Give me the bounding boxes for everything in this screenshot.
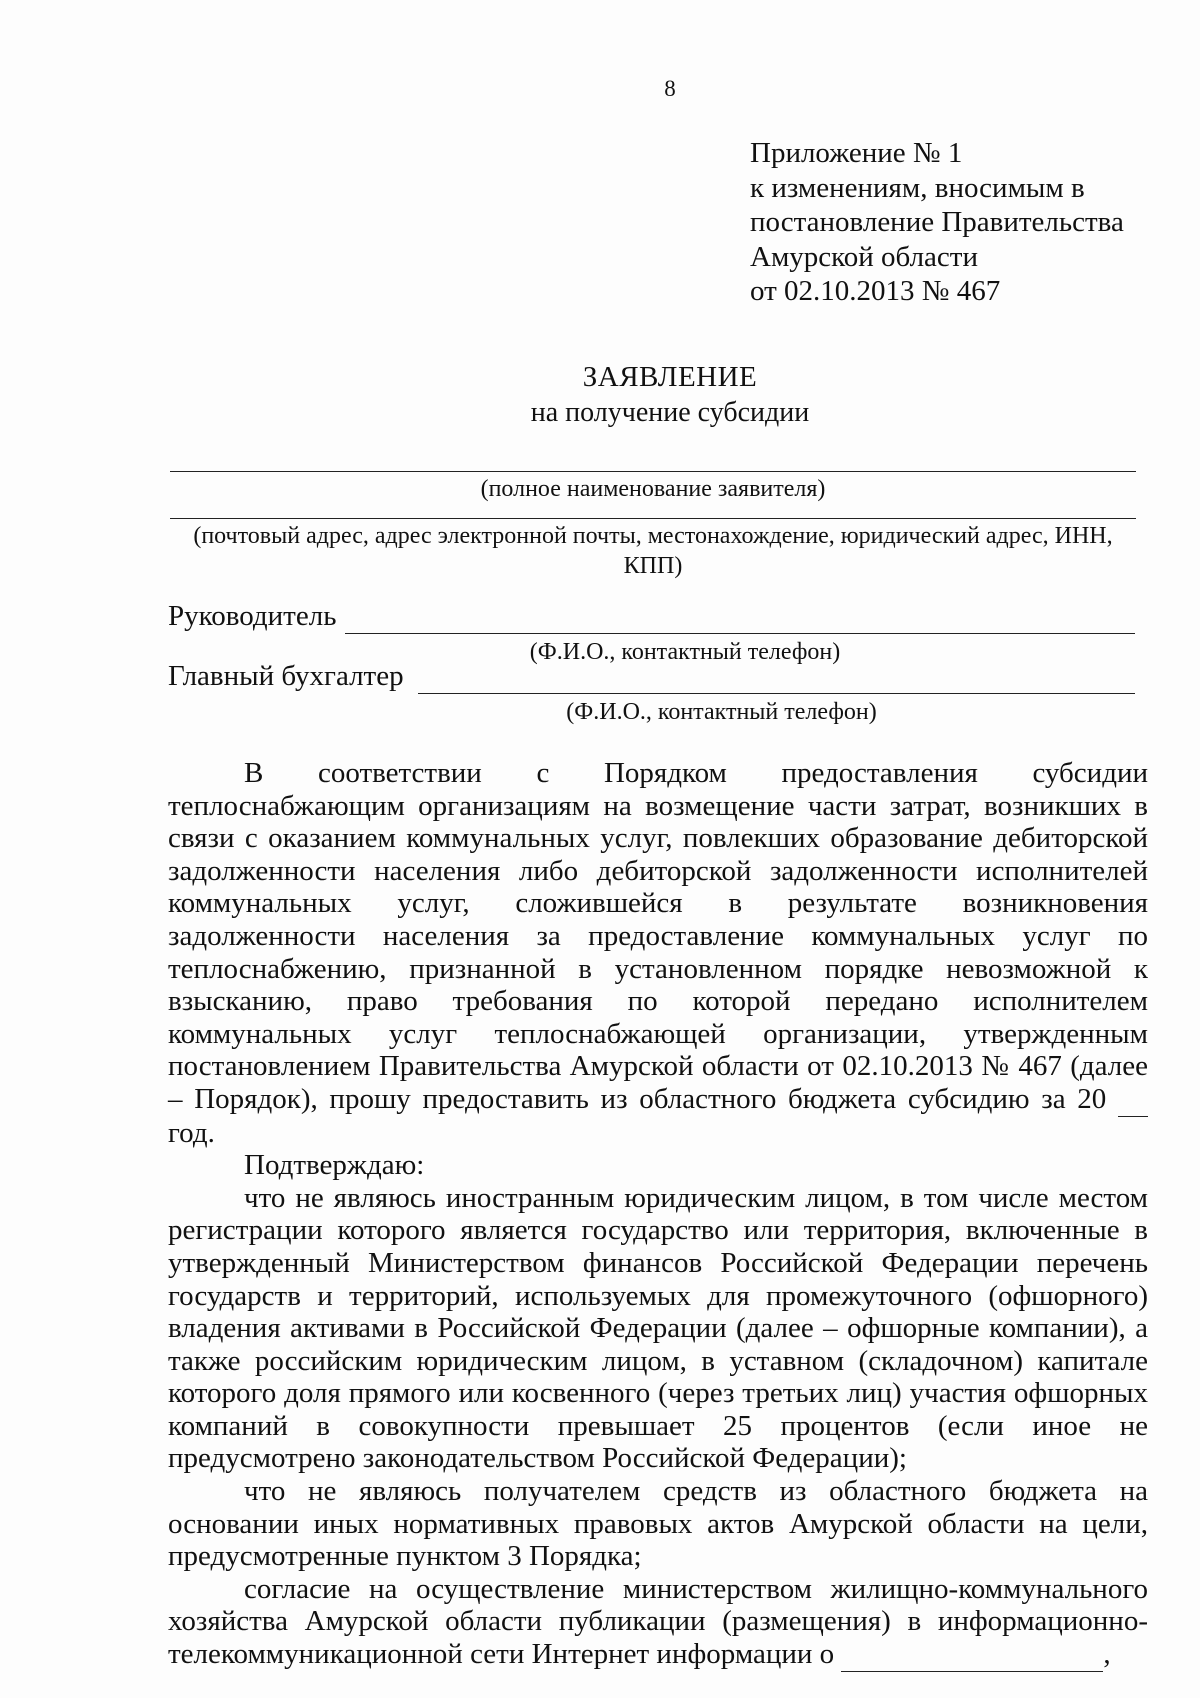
appendix-note [750,136,1124,309]
document-subtitle: на получение субсидии [530,397,810,428]
applicant-name-line[interactable] [170,471,1136,472]
intro-paragraph [168,757,1148,1149]
intro-text: В соответствии с Порядком предоставления субсидии теплоснабжающим организациям на возмещение части затрат, возникших в связи с оказанием коммунальных услуг, повлекших образование дебиторской задолженности населения либо дебиторской задолженности исполнителей коммунальных услуг, сложившейся в результате возникновения задолженности населения за предоставление коммунальных услуг по теплоснабжению, признанной в установленном порядке невозможной к взысканию, право требования по которой передано исполнителем коммунальных услуг теплоснабжающей организации, утвержденным постановлением Правительства Амурской области от 02.10.2013 № 467 (далее – Порядок), прошу предоставить из областного бюджета субсидию за 20 [168,757,1148,1115]
appendix-line: к изменениям, вносимым в [750,171,1085,204]
year-blank[interactable] [1118,1083,1148,1117]
clause-publication-text: согласие на осуществление министерством жилищно-коммунального хозяйства Амурской области публикации (размещения) в информационно-телекоммуникационной сети Интернет информации о [168,1572,1148,1671]
address-caption-line: КПП) [623,553,683,579]
appendix-line: постановление Правительства [750,206,1124,238]
director-caption: (Ф.И.О., контактный телефон) [529,639,841,665]
director-label: Руководитель [168,600,337,632]
document-title: ЗАЯВЛЕНИЕ [582,361,758,393]
accountant-caption: (Ф.И.О., контактный телефон) [566,699,877,725]
address-caption-line: (почтовый адрес, адрес электронной почты, местонахождение, юридический адрес, ИНН, [193,523,1113,549]
clause-publication-consent [168,1573,1148,1672]
appendix-line: Амурской области [750,240,978,273]
application-body [168,757,1148,1672]
confirm-label: Подтверждаю: [244,1149,425,1182]
applicant-address-caption [170,521,1136,581]
applicant-address-line[interactable] [170,518,1136,519]
applicant-name-caption: (полное наименование заявителя) [480,476,826,502]
intro-year-suffix: год. [168,1116,215,1149]
clause-no-other-funds: что не являюсь получателем средств из областного бюджета на основании иных нормативных правовых актов Амурской области на цели, предусмотренные пунктом 3 Порядка; [168,1475,1148,1573]
publication-info-blank[interactable] [841,1638,1103,1672]
accountant-field-line[interactable] [418,693,1135,694]
director-field-line[interactable] [345,633,1135,634]
clause-offshore: что не являюсь иностранным юридическим лицом, в том числе местом регистрации которого является государство или территория, включенные в утвержденный Министерством финансов Российской Федерации перечень государств и территорий, используемых для промежуточного (офшорного) владения активами в Российской Федерации (далее – офшорные компании), а также российским юридическим лицом, в уставном (складочном) капитале которого доля прямого или косвенного (через третьих лиц) участия офшорных компаний в совокупности превышает 25 процентов (если иное не предусмотрено законодательством Российской Федерации); [168,1181,1148,1475]
accountant-label: Главный бухгалтер [168,660,404,692]
appendix-line: от 02.10.2013 № 467 [750,275,1001,307]
page-number: 8 [664,76,676,101]
appendix-line: Приложение № 1 [750,137,963,169]
clause-publication-suffix: , [1103,1638,1111,1671]
